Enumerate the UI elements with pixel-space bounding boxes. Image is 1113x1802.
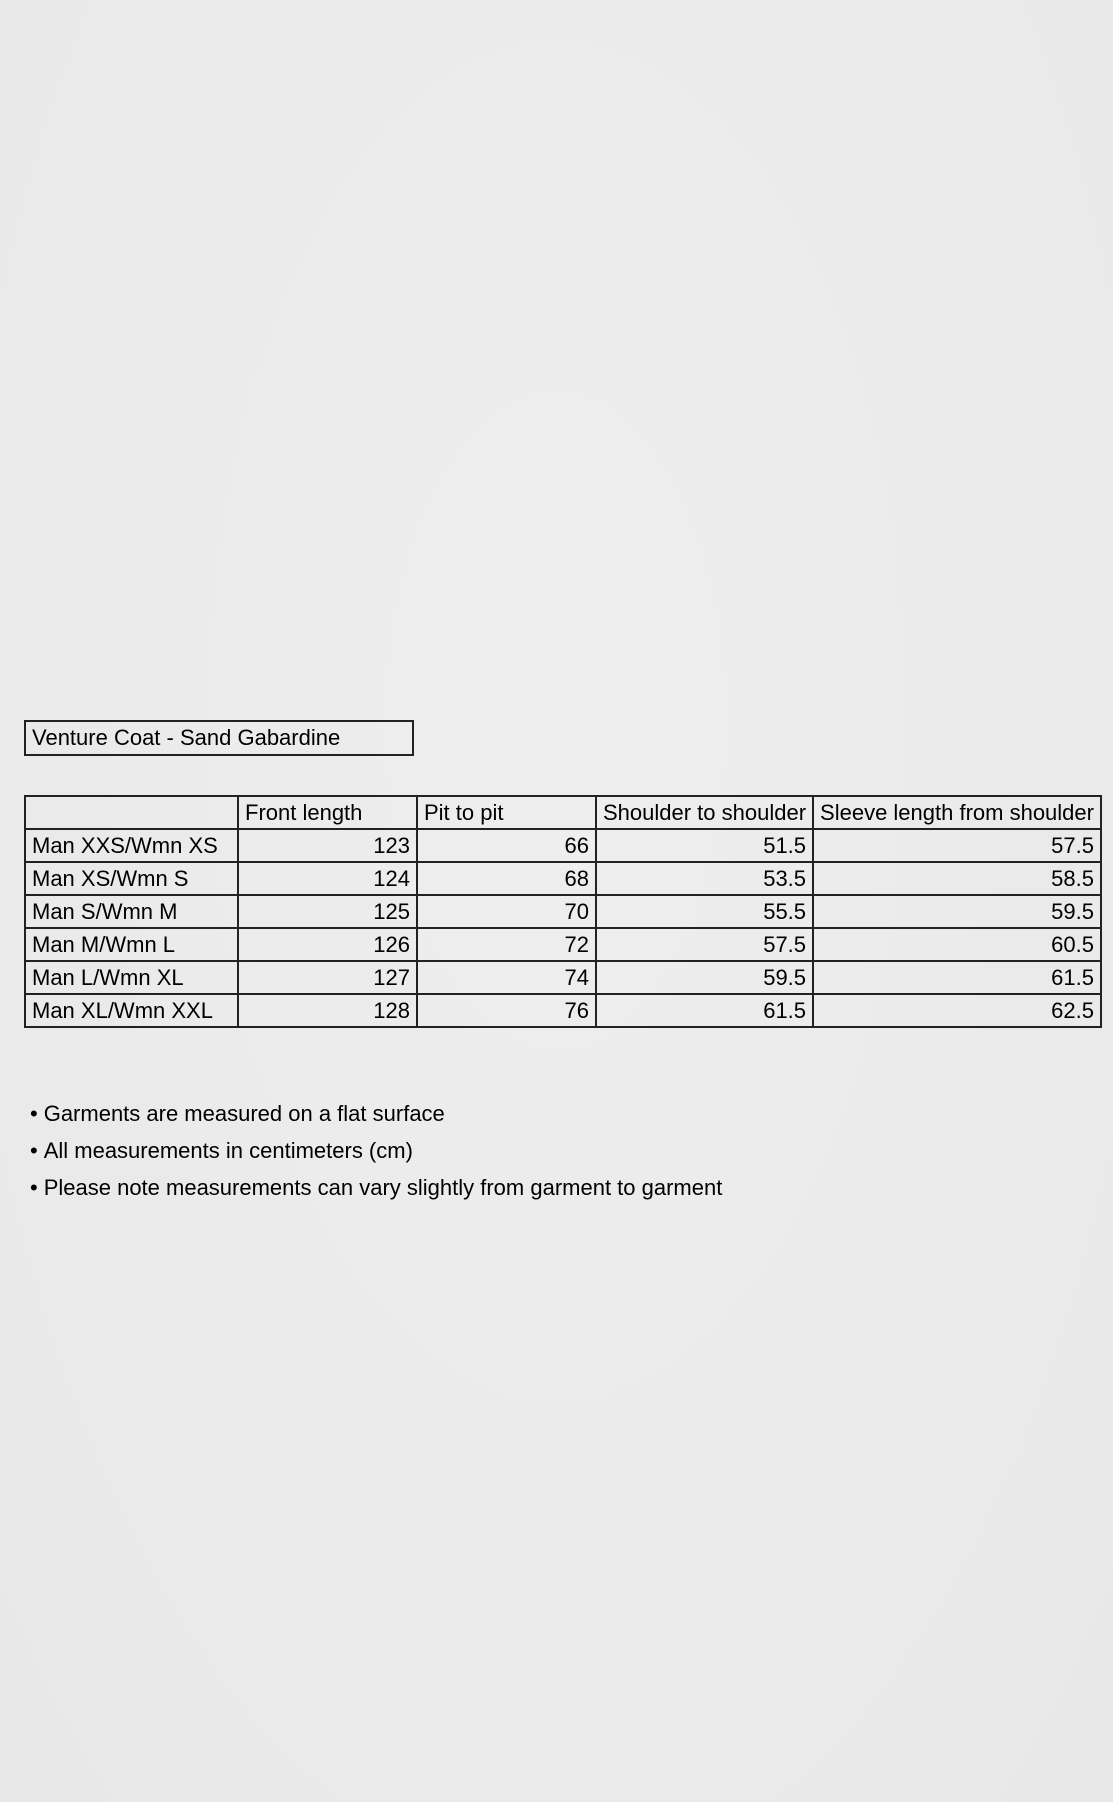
front-length-value: 127 [238, 961, 417, 994]
pit-to-pit-value: 72 [417, 928, 596, 961]
front-length-value: 124 [238, 862, 417, 895]
size-chart-table [24, 795, 1102, 1028]
sleeve-value: 57.5 [813, 829, 1101, 862]
header-cell-size [25, 796, 238, 829]
sleeve-value: 59.5 [813, 895, 1101, 928]
front-length-value: 125 [238, 895, 417, 928]
shoulder-value: 55.5 [596, 895, 813, 928]
pit-to-pit-value: 68 [417, 862, 596, 895]
sleeve-value: 60.5 [813, 928, 1101, 961]
size-label: Man XL/Wmn XXL [25, 994, 238, 1027]
sleeve-value: 61.5 [813, 961, 1101, 994]
shoulder-value: 57.5 [596, 928, 813, 961]
measurement-notes [30, 1100, 722, 1211]
note-item: • All measurements in centimeters (cm) [30, 1137, 722, 1174]
table-row [25, 862, 1101, 895]
sleeve-value: 62.5 [813, 994, 1101, 1027]
front-length-value: 126 [238, 928, 417, 961]
size-label: Man S/Wmn M [25, 895, 238, 928]
pit-to-pit-value: 76 [417, 994, 596, 1027]
table-row [25, 928, 1101, 961]
size-label: Man XXS/Wmn XS [25, 829, 238, 862]
sleeve-value: 58.5 [813, 862, 1101, 895]
table-row [25, 895, 1101, 928]
front-length-value: 128 [238, 994, 417, 1027]
size-label: Man XS/Wmn S [25, 862, 238, 895]
product-title: Venture Coat - Sand Gabardine [24, 720, 414, 756]
header-cell-sleeve-length: Sleeve length from shoulder [813, 796, 1101, 829]
shoulder-value: 53.5 [596, 862, 813, 895]
table-row [25, 961, 1101, 994]
table-header-row [25, 796, 1101, 829]
size-label: Man L/Wmn XL [25, 961, 238, 994]
header-cell-pit-to-pit: Pit to pit [417, 796, 596, 829]
shoulder-value: 59.5 [596, 961, 813, 994]
pit-to-pit-value: 74 [417, 961, 596, 994]
table-row [25, 994, 1101, 1027]
pit-to-pit-value: 66 [417, 829, 596, 862]
note-item: • Garments are measured on a flat surface [30, 1100, 722, 1137]
header-cell-front-length: Front length [238, 796, 417, 829]
shoulder-value: 51.5 [596, 829, 813, 862]
size-label: Man M/Wmn L [25, 928, 238, 961]
header-cell-shoulder-to-shoulder: Shoulder to shoulder [596, 796, 813, 829]
pit-to-pit-value: 70 [417, 895, 596, 928]
table-row [25, 829, 1101, 862]
front-length-value: 123 [238, 829, 417, 862]
note-item: • Please note measurements can vary slightly from garment to garment [30, 1174, 722, 1211]
shoulder-value: 61.5 [596, 994, 813, 1027]
